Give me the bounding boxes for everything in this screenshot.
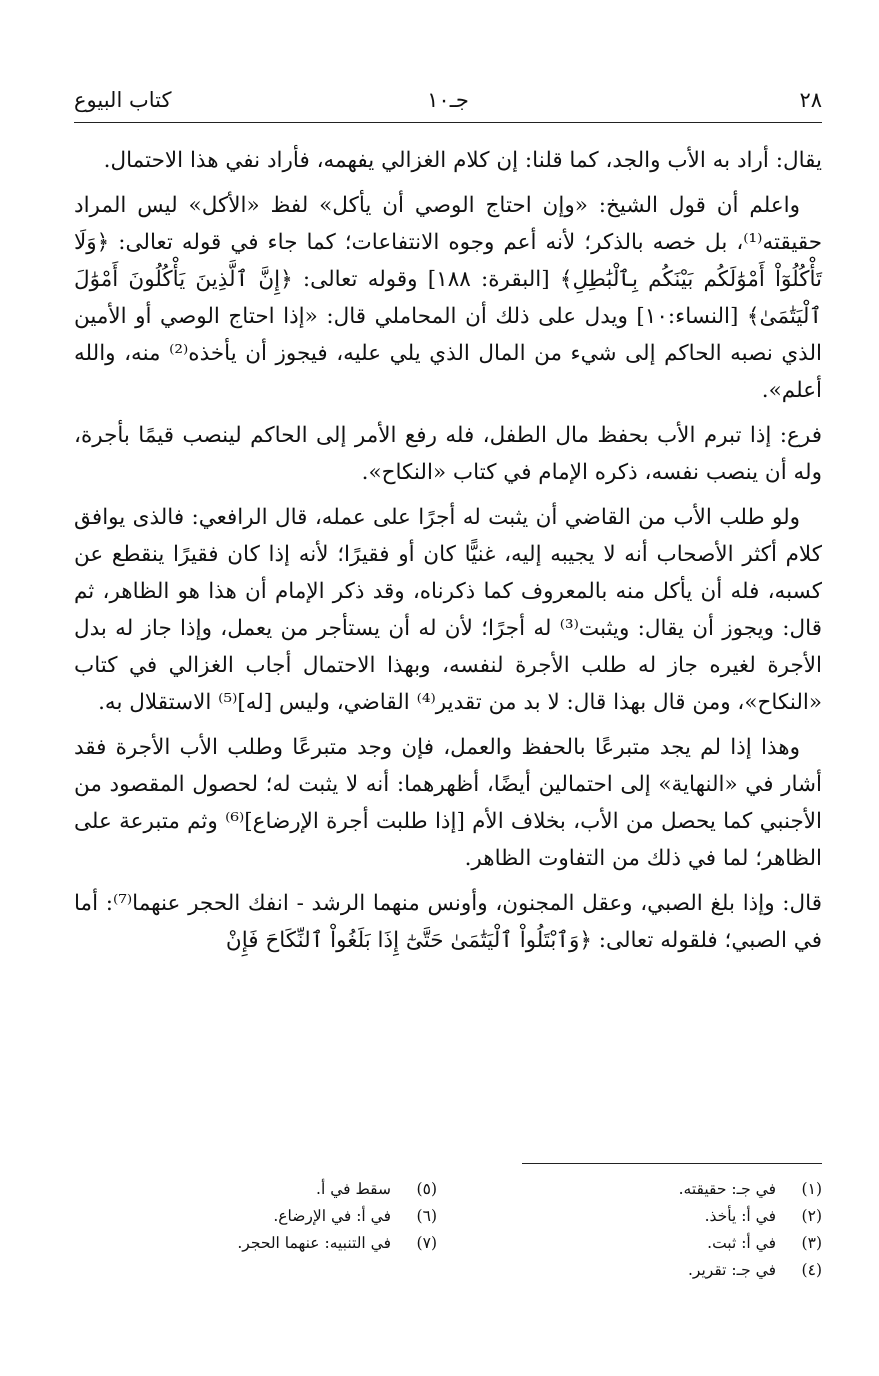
footnote-column-right: [482, 1176, 822, 1284]
footnote: (٧)في التنبيه: عنهما الحجر.: [237, 1234, 437, 1252]
main-text: [74, 142, 822, 967]
footnote-column-left: [97, 1176, 437, 1257]
footnote: (٣)في أ: ثبت.: [707, 1234, 822, 1252]
footnote-rule: [522, 1163, 822, 1164]
paragraph: واعلم أن قول الشيخ: «وإن احتاج الوصي أن يأكل» لفظ «الأكل» ليس المراد حقيقته⁽¹⁾، بل خصه بالذكر؛ لأنه أعم وجوه الانتفاعات؛ كما جاء في قوله تعالى: ﴿وَلَا تَأْكُلُوٓاْ أَمْوَٰلَكُم بَيْنَكُم بِٱلْبَٰطِلِ﴾ [البقرة: ١٨٨] وقوله تعالى: ﴿إِنَّ ٱلَّذِينَ يَأْكُلُونَ أَمْوَٰلَ ٱلْيَتَٰمَىٰ﴾ [النساء:١٠] ويدل على ذلك أن المحاملي قال: «إذا احتاج الوصي أو الأمين الذي نصبه الحاكم إلى شيء من المال الذي يلي عليه، فيجوز أن يأخذه⁽²⁾ منه، والله أعلم».: [74, 193, 823, 403]
footnote: (٤)في جـ: تقرير.: [687, 1261, 822, 1279]
paragraph: قال: وإذا بلغ الصبي، وعقل المجنون، وأونس منهما الرشد - انفك الحجر عنهما⁽⁷⁾: أما في الصبي؛ فلقوله تعالى: ﴿وَٱبْتَلُواْ ٱلْيَتَٰمَىٰ حَتَّىٰٓ إِذَا بَلَغُواْ ٱلنِّكَاحَ فَإِنْ: [74, 891, 822, 953]
footnote: (٥)سقط في أ.: [316, 1180, 437, 1198]
page-number: ٢٨: [799, 88, 822, 112]
paragraph: ولو طلب الأب من القاضي أن يثبت له أجرًا على عمله، قال الرافعي: فالذى يوافق كلام أكثر الأصحاب أنه لا يجيبه إليه، غنيًّا كان أو فقيرًا؛ لأنه إذا كان فقيرًا ينقطع عن كسبه، فله أن يأكل منه بالمعروف كما ذكرناه، وقد ذكر الإمام أن هذا هو الظاهر، ثم قال: ويجوز أن يقال: ويثبت⁽³⁾ له أجرًا؛ لأن له أن يستأجر من يعمل، وإذا جاز له بدل الأجرة لغيره جاز له طلب الأجرة لنفسه، وبهذا الاحتمال أجاب الغزالي في كتاب «النكاح»، ومن قال بهذا قال: لا بد من تقدير⁽⁴⁾ القاضي، وليس [له]⁽⁵⁾ الاستقلال به.: [74, 505, 822, 715]
paragraph: فرع: إذا تبرم الأب بحفظ مال الطفل، فله رفع الأمر إلى الحاكم لينصب قيمًا بأجرة، وله أن ينصب نفسه، ذكره الإمام في كتاب «النكاح».: [74, 423, 822, 485]
footnote: (٦)في أ: في الإرضاع.: [273, 1207, 437, 1225]
paragraph: يقال: أراد به الأب والجد، كما قلنا: إن كلام الغزالي يفهمه، فأراد نفي هذا الاحتمال.: [103, 148, 822, 173]
book-title: كتاب البيوع: [74, 88, 172, 112]
part-number: جـ١٠: [427, 88, 469, 112]
header-rule: [74, 122, 822, 123]
footnote: (١)في جـ: حقيقته.: [678, 1180, 822, 1198]
footnote: (٢)في أ: يأخذ.: [704, 1207, 822, 1225]
running-header: [74, 84, 822, 118]
paragraph: وهذا إذا لم يجد متبرعًا بالحفظ والعمل، فإن وجد متبرعًا وطلب الأب الأجرة فقد أشار في «النهاية» إلى احتمالين أيضًا، أظهرهما: أنه لا يثبت له؛ لحصول المقصود من الأجنبي كما يحصل من الأب، بخلاف الأم [إذا طلبت أجرة الإرضاع]⁽⁶⁾ وثم متبرعة على الظاهر؛ لما في ذلك من التفاوت الظاهر.: [74, 735, 822, 871]
